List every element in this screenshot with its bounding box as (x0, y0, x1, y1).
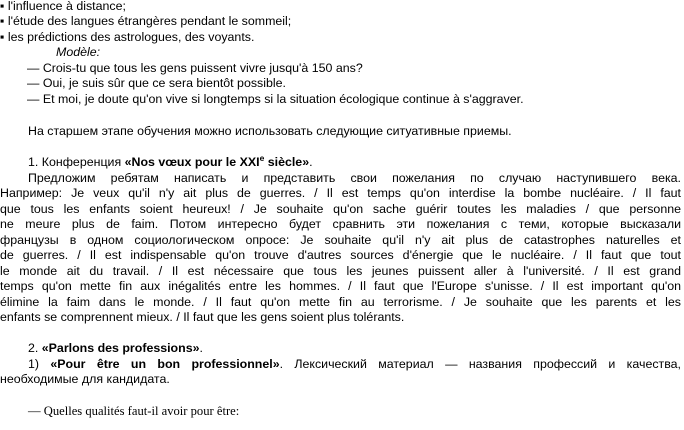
section-1-prefix: 1. Конференция (28, 155, 125, 169)
subsection-1-line: необходимые для кандидата. (0, 372, 170, 386)
section-1-line: le monde ait du travail. / Il est nécessaire que tous les jeunes puissent aller à l'université. / Il est grand (0, 264, 681, 278)
section-1-line: de guerres. / Il est indispensable qu'on trouve d'autres sources d'énergie que le nucléaire. / Il faut que tout (0, 248, 681, 262)
dialogue-line: — Et moi, je doute qu'on vive si longtemps si la situation écologique continue à s'aggraver. (27, 92, 524, 106)
bullet-item: ▪ les prédictions des astrologues, des voyants. (0, 30, 255, 44)
section-1-line: ne meure plus de faim. Потом интересно будет сравнить эти пожелания с теми, которые высказали (0, 217, 681, 231)
model-label: Modèle: (56, 45, 101, 59)
subsection-1-title: «Pour être un bon professionnel» (50, 357, 280, 371)
section-2-title: «Parlons des professions» (41, 341, 200, 355)
dialogue-line: — Crois-tu que tous les gens puissent vivre jusqu'à 150 ans? (27, 61, 363, 75)
section-1-line: temps qu'on mette fin aux inégalités entre les hommes. / Il faut que l'Europe s'unisse. / Il est important qu'on (0, 279, 681, 293)
section-1-line: французы в одном социологическом опросе: Je souhaite qu'il n'y ait plus de catastrophes naturelles et (0, 233, 681, 247)
section-1-line: enfants se comprennent mieux. / Il faut que les gens soient plus tolérants. (0, 310, 405, 324)
section-2-prefix: 2. (28, 341, 42, 355)
section-1-line: que tous les enfants soient heureux! / Je souhaite qu'on sache guérir toutes les maladies / que personne (0, 202, 681, 216)
question-line: — Quelles qualités faut-il avoir pour être: (28, 404, 240, 418)
dialogue-line: — Oui, je suis sûr que ce sera bientôt possible. (27, 76, 286, 90)
intro-paragraph: На старшем этапе обучения можно использовать следующие ситуативные приемы. (28, 124, 512, 138)
bullet-item: ▪ l'influence à distance; (0, 0, 126, 13)
superscript-e: e (259, 153, 265, 163)
section-2-heading: 2. «Parlons des professions». (28, 341, 203, 355)
subsection-1-line: 1) «Pour être un bon professionnel». Лексический материал — названия профессий и качества, (28, 357, 681, 371)
section-1-line: Например: Je veux qu'il n'y ait plus de guerres. / Il est temps qu'on interdise la bombe nucléaire. / Il faut (0, 186, 681, 200)
section-1-line: Предложим ребятам написать и представить свои пожелания по случаю наступившего века. (28, 171, 681, 185)
section-1-heading: 1. Конференция «Nos vœux pour le XXIe siècle». (28, 153, 313, 169)
section-1-title: «Nos vœux pour le XXIe siècle» (124, 153, 310, 169)
section-1-line: élimine la faim dans le monde. / Il faut qu'on mette fin au terrorisme. / Je souhaite que les parents et les (0, 295, 681, 309)
bullet-item: ▪ l'étude des langues étrangères pendant le sommeil; (0, 14, 292, 28)
